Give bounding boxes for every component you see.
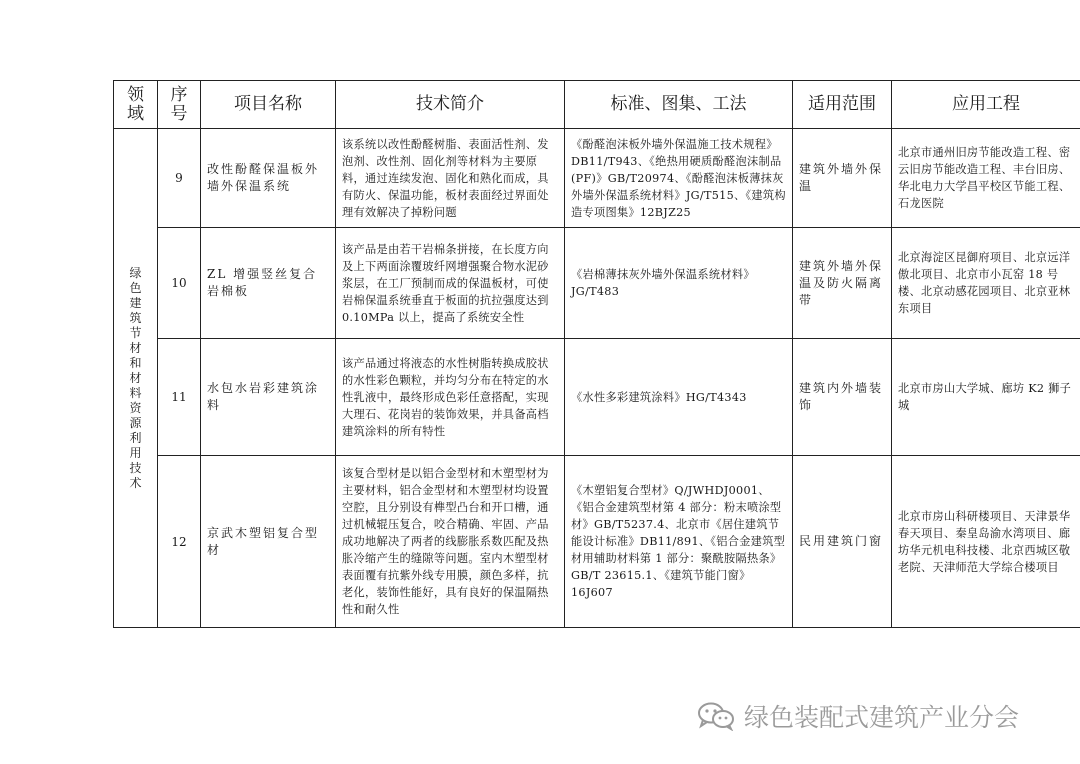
- table-row: [114, 339, 1080, 456]
- domain-label: 绿色建筑节材和材料资源利用技术: [129, 265, 142, 490]
- header-projects: 应用工程: [892, 81, 1080, 129]
- watermark-text: 绿色装配式建筑产业分会: [744, 703, 1020, 732]
- header-intro: 技术简介: [336, 81, 565, 129]
- project-name-cell: 水包水岩彩建筑涂料: [201, 339, 336, 456]
- projects-cell: 北京市房山科研楼项目、天津景华春天项目、秦皇岛渝水湾项目、廊坊华元机电科技楼、北京西城区敬老院、天津师范大学综合楼项目: [892, 456, 1080, 628]
- header-domain: 领域: [114, 81, 158, 129]
- standards-cell: 《酚醛泡沫板外墙外保温施工技术规程》DB11/T943、《绝热用硬质酚醛泡沫制品(PF)》GB/T20974、《酚醛泡沫板薄抹灰外墙外保温系统材料》JG/T515、《建筑构造专项图集》12BJZ25: [565, 129, 793, 228]
- project-name-cell: 京武木塑铝复合型材: [201, 456, 336, 628]
- scope-cell: 建筑外墙外保温: [793, 129, 892, 228]
- intro-cell: 该产品是由若干岩棉条拼接，在长度方向及上下两面涂覆玻纤网增强聚合物水泥砂浆层，在工厂预制而成的保温板材，可使岩棉保温系统垂直于板面的抗拉强度达到 0.10MPa 以上，提高了系统安全性: [336, 228, 565, 339]
- seq-cell: 11: [158, 339, 201, 456]
- header-scope: 适用范围: [793, 81, 892, 129]
- seq-cell: 10: [158, 228, 201, 339]
- scope-cell: 建筑外墙外保温及防火隔离带: [793, 228, 892, 339]
- header-standards: 标准、图集、工法: [565, 81, 793, 129]
- projects-cell: 北京市房山大学城、廊坊 K2 狮子城: [892, 339, 1080, 456]
- projects-cell: 北京市通州旧房节能改造工程、密云旧房节能改造工程、丰台旧房、华北电力大学昌平校区节能工程、石龙医院: [892, 129, 1080, 228]
- table-row: [114, 456, 1080, 628]
- scope-cell: 建筑内外墙装饰: [793, 339, 892, 456]
- projects-cell: 北京海淀区昆御府项目、北京远洋傲北项目、北京市小瓦窑 18 号楼、北京动感花园项目、北京亚林东项目: [892, 228, 1080, 339]
- standards-cell: 《水性多彩建筑涂料》HG/T4343: [565, 339, 793, 456]
- standards-cell: 《木塑铝复合型材》Q/JWHDJ0001、《铝合金建筑型材第 4 部分：粉末喷涂型材》GB/T5237.4、北京市《居住建筑节能设计标准》DB11/891、《铝合金建筑型材用辅助材料第 1 部分：聚酰胺隔热条》GB/T 23615.1、《建筑节能门窗》16J607: [565, 456, 793, 628]
- technology-table: [113, 80, 1080, 628]
- header-seq: 序号: [158, 81, 201, 129]
- header-name: 项目名称: [201, 81, 336, 129]
- wechat-logo-icon: [696, 701, 736, 731]
- table-row: [114, 129, 1080, 228]
- scope-cell: 民用建筑门窗: [793, 456, 892, 628]
- project-name-cell: 改性酚醛保温板外墙外保温系统: [201, 129, 336, 228]
- intro-cell: 该产品通过将液态的水性树脂转换成胶状的水性彩色颗粒，并均匀分布在特定的水性乳液中，最终形成色彩任意搭配，实现大理石、花岗岩的装饰效果，并具备高档建筑涂料的所有特性: [336, 339, 565, 456]
- seq-cell: 12: [158, 456, 201, 628]
- project-name-cell: ZL 增强竖丝复合岩棉板: [201, 228, 336, 339]
- standards-cell: 《岩棉薄抹灰外墙外保温系统材料》JG/T483: [565, 228, 793, 339]
- domain-cell: [114, 129, 158, 628]
- intro-cell: 该系统以改性酚醛树脂、表面活性剂、发泡剂、改性剂、固化剂等材料为主要原料，通过连续发泡、固化和熟化而成，具有防火、保温功能，板材表面经过界面处理有效解决了掉粉问题: [336, 129, 565, 228]
- table-row: [114, 228, 1080, 339]
- intro-cell: 该复合型材是以铝合金型材和木塑型材为主要材料，铝合金型材和木塑型材均设置空腔，且分别设有榫型凸台和开口槽，通过机械辊压复合，咬合精确、牢固、产品成功地解决了两者的线膨胀系数匹配及热胀冷缩产生的缝隙等问题。室内木塑型材表面覆有抗紫外线专用膜，颜色多样，抗老化，装饰性能好，具有良好的保温隔热性和耐久性: [336, 456, 565, 628]
- table-header-row: [114, 81, 1080, 129]
- seq-cell: 9: [158, 129, 201, 228]
- watermark: [696, 700, 1019, 732]
